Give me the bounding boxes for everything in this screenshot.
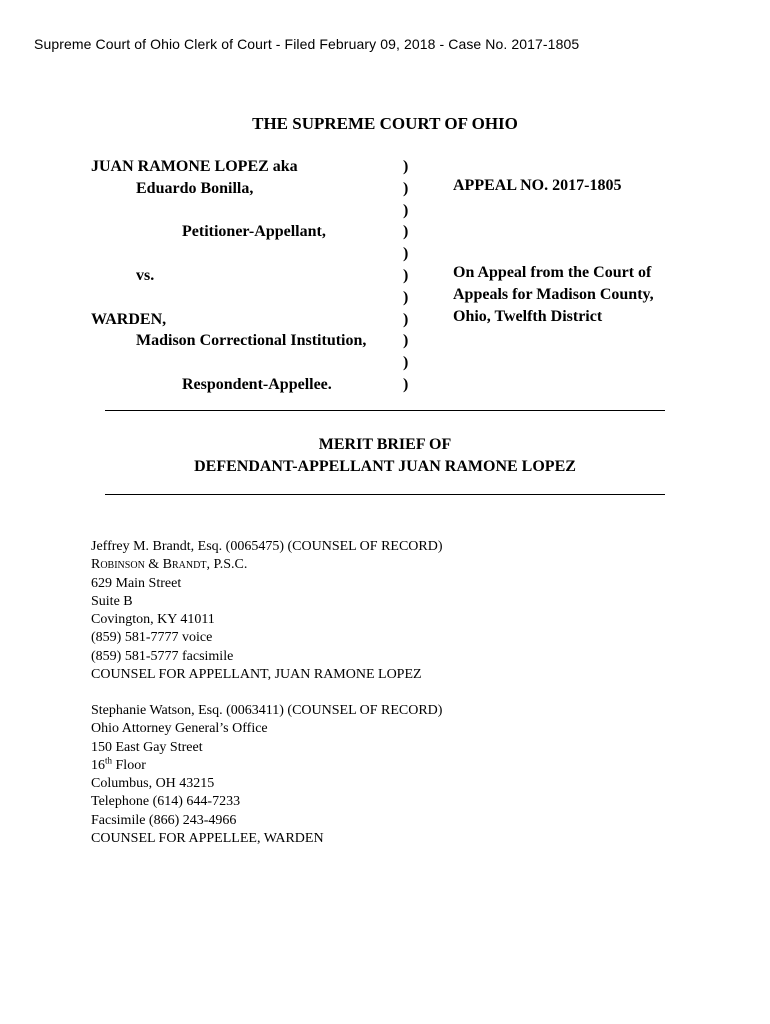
appeal-number: APPEAL NO. 2017-1805 xyxy=(453,177,622,194)
floor-number: 16 xyxy=(91,757,105,773)
counsel-street: 150 East Gay Street xyxy=(91,739,203,755)
caption-paren: ) xyxy=(403,332,409,350)
caption-blank-line xyxy=(91,352,366,374)
on-appeal-line: Appeals for Madison County, xyxy=(453,285,654,303)
caption-blank-line xyxy=(91,243,366,265)
counsel-role: COUNSEL FOR APPELLEE, WARDEN xyxy=(91,831,324,847)
brief-title xyxy=(0,434,770,478)
counsel-role: COUNSEL FOR APPELLANT, JUAN RAMONE LOPEZ xyxy=(91,667,422,683)
counsel-phone: Telephone (614) 644-7233 xyxy=(91,794,241,810)
case-caption-parties xyxy=(91,156,366,396)
respondent-role: Respondent-Appellee. xyxy=(182,375,332,393)
counsel-city: Covington, KY 41011 xyxy=(91,612,215,628)
counsel-name: Stephanie Watson, Esq. (0063411) (COUNSEL OF RECORD) xyxy=(91,703,443,718)
counsel-voice: (859) 581-7777 voice xyxy=(91,630,213,646)
appellant-counsel-block xyxy=(91,538,443,684)
respondent-institution: Madison Correctional Institution, xyxy=(136,332,367,350)
caption-paren: ) xyxy=(403,288,409,306)
petitioner-role: Petitioner-Appellant, xyxy=(182,223,326,241)
counsel-fax: (859) 581-5777 facsimile xyxy=(91,648,234,664)
divider-rule xyxy=(105,410,665,411)
caption-paren: ) xyxy=(403,354,409,372)
appellee-counsel-block xyxy=(91,702,442,848)
caption-paren: ) xyxy=(403,158,409,175)
petitioner-alias: Eduardo Bonilla, xyxy=(136,179,254,197)
caption-paren: ) xyxy=(403,266,409,284)
caption-blank-line xyxy=(91,287,366,309)
counsel-street: 629 Main Street xyxy=(91,575,182,591)
filing-stamp: Supreme Court of Ohio Clerk of Court - Filed February 09, 2018 - Case No. 2017-1805 xyxy=(34,36,580,52)
divider-rule xyxy=(105,494,665,495)
caption-paren: ) xyxy=(403,223,409,241)
petitioner-name: JUAN RAMONE LOPEZ aka xyxy=(91,158,298,175)
versus-label: vs. xyxy=(136,266,155,284)
caption-blank-line xyxy=(91,200,366,222)
caption-paren: ) xyxy=(403,245,409,263)
caption-paren: ) xyxy=(403,201,409,219)
floor-suffix: th xyxy=(105,755,113,766)
brief-title-line: DEFENDANT-APPELLANT JUAN RAMONE LOPEZ xyxy=(194,458,576,475)
counsel-floor xyxy=(91,757,442,775)
on-appeal-line: On Appeal from the Court of xyxy=(453,264,652,281)
counsel-suite: Suite B xyxy=(91,593,133,609)
on-appeal-line: Ohio, Twelfth District xyxy=(453,307,603,325)
caption-paren-column xyxy=(403,156,408,396)
counsel-fax: Facsimile (866) 243-4966 xyxy=(91,812,237,828)
on-appeal-from xyxy=(453,262,654,327)
floor-word: Floor xyxy=(112,757,146,773)
respondent-name: WARDEN, xyxy=(91,310,167,328)
caption-paren: ) xyxy=(403,310,409,328)
court-title: THE SUPREME COURT OF OHIO xyxy=(252,114,518,133)
brief-title-line: MERIT BRIEF OF xyxy=(318,436,452,453)
counsel-name: Jeffrey M. Brandt, Esq. (0065475) (COUNSEL OF RECORD) xyxy=(91,539,443,554)
counsel-office: Ohio Attorney General’s Office xyxy=(91,721,268,737)
counsel-firm: Robinson & Brandt, P.S.C. xyxy=(91,557,248,573)
caption-paren: ) xyxy=(403,375,409,393)
counsel-city: Columbus, OH 43215 xyxy=(91,776,215,792)
caption-paren: ) xyxy=(403,179,409,197)
